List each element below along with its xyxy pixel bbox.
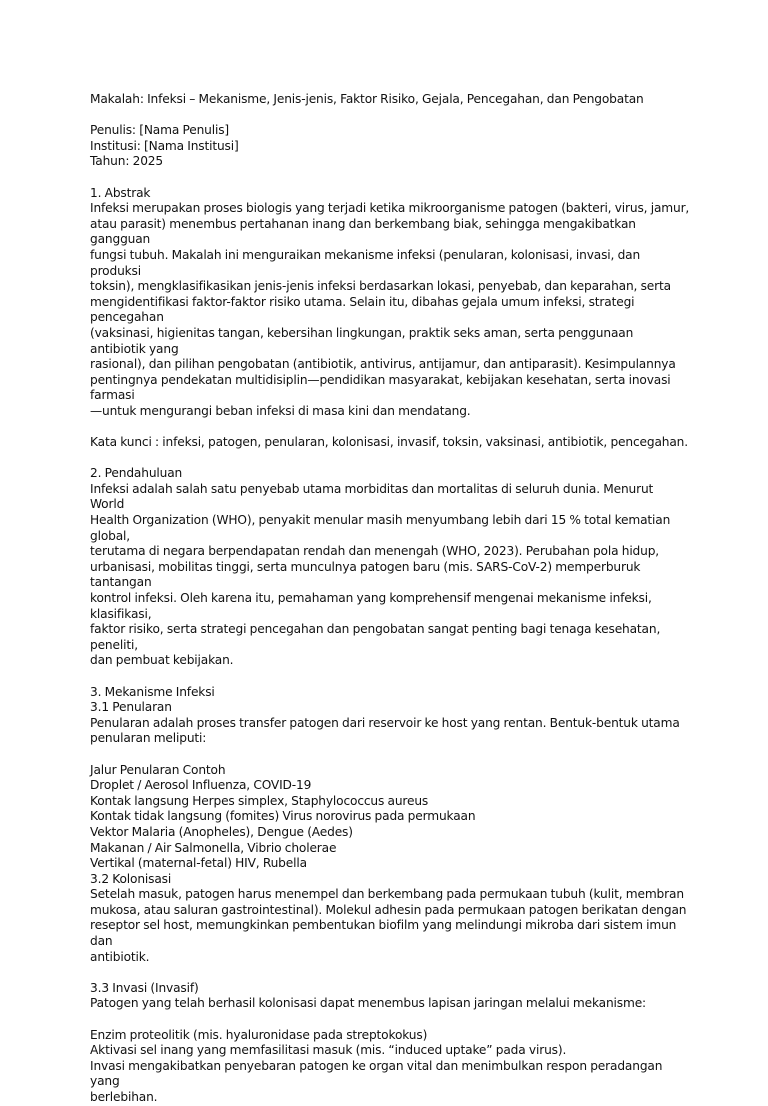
- colonization-line: mukosa, atau saluran gastrointestinal). Molekul adhesin pada permukaan patogen berikatan dengan: [90, 902, 687, 917]
- introduction-line: terutama di negara berpendapatan rendah dan menengah (WHO, 2023). Perubahan pola hidup,: [90, 544, 660, 559]
- abstract-line: fungsi tubuh. Makalah ini menguraikan mekanisme infeksi (penularan, kolonisasi, invasi, dan produksi: [90, 247, 644, 278]
- invasion-line: Invasi mengakibatkan penyebaran patogen ke organ vital dan menimbulkan respon peradangan yang: [90, 1058, 666, 1089]
- spacer: [90, 451, 690, 467]
- introduction-line: kontrol infeksi. Oleh karena itu, pemahaman yang komprehensif mengenai mekanisme infeksi, klasifikasi,: [90, 591, 656, 621]
- introduction-line: urbanisasi, mobilitas tinggi, serta munculnya patogen baru (mis. SARS-CoV-2) memperburuk tantangan: [90, 559, 644, 590]
- document-body: [90, 92, 690, 1106]
- transmission-table-row: Vertikal (maternal-fetal) HIV, Rubella: [90, 856, 307, 871]
- section-heading-mechanism: 3. Mekanisme Infeksi: [90, 684, 215, 699]
- subsection-heading-transmission: 3.1 Penularan: [90, 700, 172, 715]
- transmission-table-row: Makanan / Air Salmonella, Vibrio cholerae: [90, 840, 337, 855]
- introduction-line: Infeksi adalah salah satu penyebab utama morbiditas dan mortalitas di seluruh dunia. Menurut World: [90, 481, 657, 512]
- invasion-line: Aktivasi sel inang yang memfasilitasi masuk (mis. “induced uptake” pada virus).: [90, 1043, 567, 1058]
- colonization-line: antibiotik.: [90, 949, 150, 964]
- spacer: [90, 1012, 690, 1028]
- invasion-intro: Patogen yang telah berhasil kolonisasi dapat menembus lapisan jaringan melalui mekanisme:: [90, 996, 647, 1011]
- institution-line: Institusi: [Nama Institusi]: [90, 138, 239, 153]
- transmission-table-row: Kontak langsung Herpes simplex, Staphylococcus aureus: [90, 793, 429, 808]
- abstract-line: mengidentifikasi faktor-faktor risiko utama. Selain itu, dibahas gejala umum infeksi, strategi pencegahan: [90, 294, 638, 325]
- section-heading-abstract: 1. Abstrak: [90, 185, 151, 200]
- introduction-line: Health Organization (WHO), penyakit menular masih menyumbang lebih dari 15 % total kematian global,: [90, 513, 674, 543]
- abstract-line: —untuk mengurangi beban infeksi di masa kini dan mendatang.: [90, 403, 471, 418]
- section-heading-introduction: 2. Pendahuluan: [90, 466, 183, 481]
- spacer: [90, 419, 690, 435]
- document-title: Makalah: Infeksi – Mekanisme, Jenis-jenis, Faktor Risiko, Gejala, Pencegahan, dan Pengobatan: [90, 92, 644, 106]
- transmission-table-row: Droplet / Aerosol Influenza, COVID-19: [90, 778, 312, 793]
- abstract-line: toksin), mengklasifikasikan jenis-jenis infeksi berdasarkan lokasi, penyebab, dan keparahan, serta: [90, 279, 671, 294]
- transmission-line: penularan meliputi:: [90, 731, 207, 746]
- spacer: [90, 170, 690, 186]
- spacer: [90, 747, 690, 763]
- abstract-line: (vaksinasi, higienitas tangan, kebersihan lingkungan, praktik seks aman, serta penggunaan antibiotik yang: [90, 325, 637, 356]
- author-line: Penulis: [Nama Penulis]: [90, 123, 230, 138]
- spacer: [90, 965, 690, 981]
- subsection-heading-colonization: 3.2 Kolonisasi: [90, 871, 172, 886]
- abstract-line: pentingnya pendekatan multidisiplin—pendidikan masyarakat, kebijakan kesehatan, serta inovasi farmasi: [90, 372, 674, 403]
- year-line: Tahun: 2025: [90, 154, 164, 169]
- invasion-line: berlebihan.: [90, 1090, 158, 1104]
- subsection-heading-invasion: 3.3 Invasi (Invasif): [90, 980, 199, 995]
- introduction-line: faktor risiko, serta strategi pencegahan dan pengobatan sangat penting bagi tenaga kesehatan, peneliti,: [90, 622, 664, 652]
- introduction-line: dan pembuat kebijakan.: [90, 653, 234, 668]
- colonization-line: reseptor sel host, memungkinkan pembentukan biofilm yang melindungi mikroba dari sistem imun dan: [90, 918, 680, 949]
- keywords-line: Kata kunci : infeksi, patogen, penularan, kolonisasi, invasif, toksin, vaksinasi, antibiotik, pencegahan.: [90, 435, 688, 450]
- spacer: [90, 669, 690, 685]
- abstract-line: Infeksi merupakan proses biologis yang terjadi ketika mikroorganisme patogen (bakteri, virus, jamur,: [90, 201, 690, 216]
- abstract-line: atau parasit) menembus pertahanan inang dan berkembang biak, sehingga mengakibatkan gangguan: [90, 216, 640, 247]
- transmission-table-row: Vektor Malaria (Anopheles), Dengue (Aedes): [90, 824, 353, 839]
- abstract-line: rasional), dan pilihan pengobatan (antibiotik, antivirus, antijamur, dan antiparasit). Kesimpulannya: [90, 357, 676, 372]
- transmission-line: Penularan adalah proses transfer patogen dari reservoir ke host yang rentan. Bentuk-bentuk utama: [90, 715, 680, 730]
- transmission-table-header: Jalur Penularan Contoh: [90, 762, 226, 777]
- spacer: [90, 108, 690, 124]
- transmission-table-row: Kontak tidak langsung (fomites) Virus norovirus pada permukaan: [90, 809, 476, 824]
- colonization-line: Setelah masuk, patogen harus menempel dan berkembang pada permukaan tubuh (kulit, membran: [90, 887, 684, 902]
- invasion-line: Enzim proteolitik (mis. hyaluronidase pada streptokokus): [90, 1027, 428, 1042]
